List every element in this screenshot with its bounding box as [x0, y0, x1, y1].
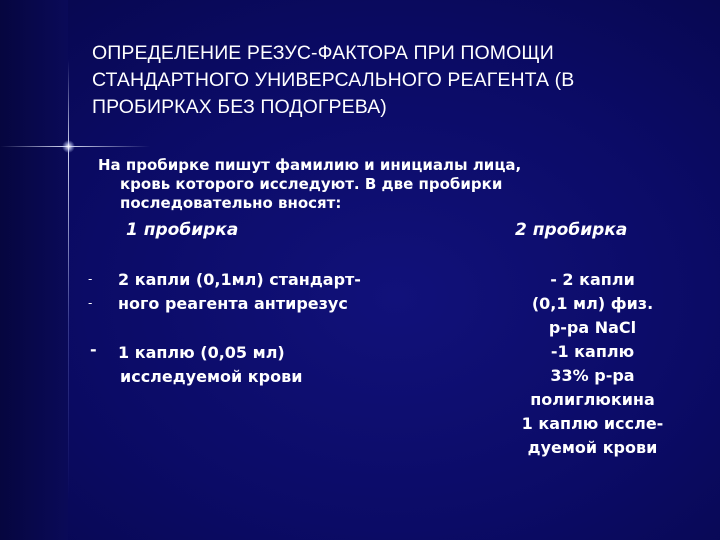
tube1-line: исследуемой крови	[120, 367, 303, 386]
tube2-line: (0,1 мл) физ.	[531, 294, 654, 313]
title-line: ПРОБИРКАХ БЕЗ ПОДОГРЕВА)	[92, 96, 387, 118]
tube2-line: 1 каплю иссле-	[521, 414, 664, 433]
bullet-dash: -	[88, 272, 93, 286]
decorative-sparkle	[62, 140, 75, 153]
decorative-horizontal-line	[0, 146, 150, 147]
title-line: СТАНДАРТНОГО УНИВЕРСАЛЬНОГО РЕАГЕНТА (В	[92, 69, 575, 91]
intro-line: кровь которого исследуют. В две пробирки	[120, 175, 503, 193]
tube2-line: дуемой крови	[527, 438, 658, 457]
tube2-line: 33% р-ра	[550, 366, 635, 385]
tube2-line: -1 каплю	[550, 342, 635, 361]
tube2-contents	[480, 268, 705, 460]
left-decorative-band	[0, 0, 68, 540]
intro-line: последовательно вносят:	[120, 194, 342, 212]
intro-paragraph	[98, 156, 698, 213]
slide-title	[92, 40, 692, 121]
tube1-line: 2 капли (0,1мл) стандарт-	[118, 270, 361, 289]
tube2-line: полиглюкина	[530, 390, 655, 409]
decorative-vertical-line	[68, 60, 69, 500]
bullet-dash: -	[90, 340, 97, 359]
tube2-line: р-ра NaCl	[548, 318, 637, 337]
tube1-line: 1 каплю (0,05 мл)	[118, 343, 285, 362]
tube1-line: ного реагента антирезус	[118, 294, 348, 313]
intro-line: На пробирке пишут фамилию и инициалы лица,	[98, 156, 522, 174]
bullet-dash: -	[88, 296, 93, 310]
title-line: ОПРЕДЕЛЕНИЕ РЕЗУС-ФАКТОРА ПРИ ПОМОЩИ	[92, 42, 554, 64]
tube2-line: - 2 капли	[550, 270, 635, 289]
tube1-heading: 1 пробирка	[126, 220, 239, 240]
tube2-heading: 2 пробирка	[515, 220, 628, 240]
